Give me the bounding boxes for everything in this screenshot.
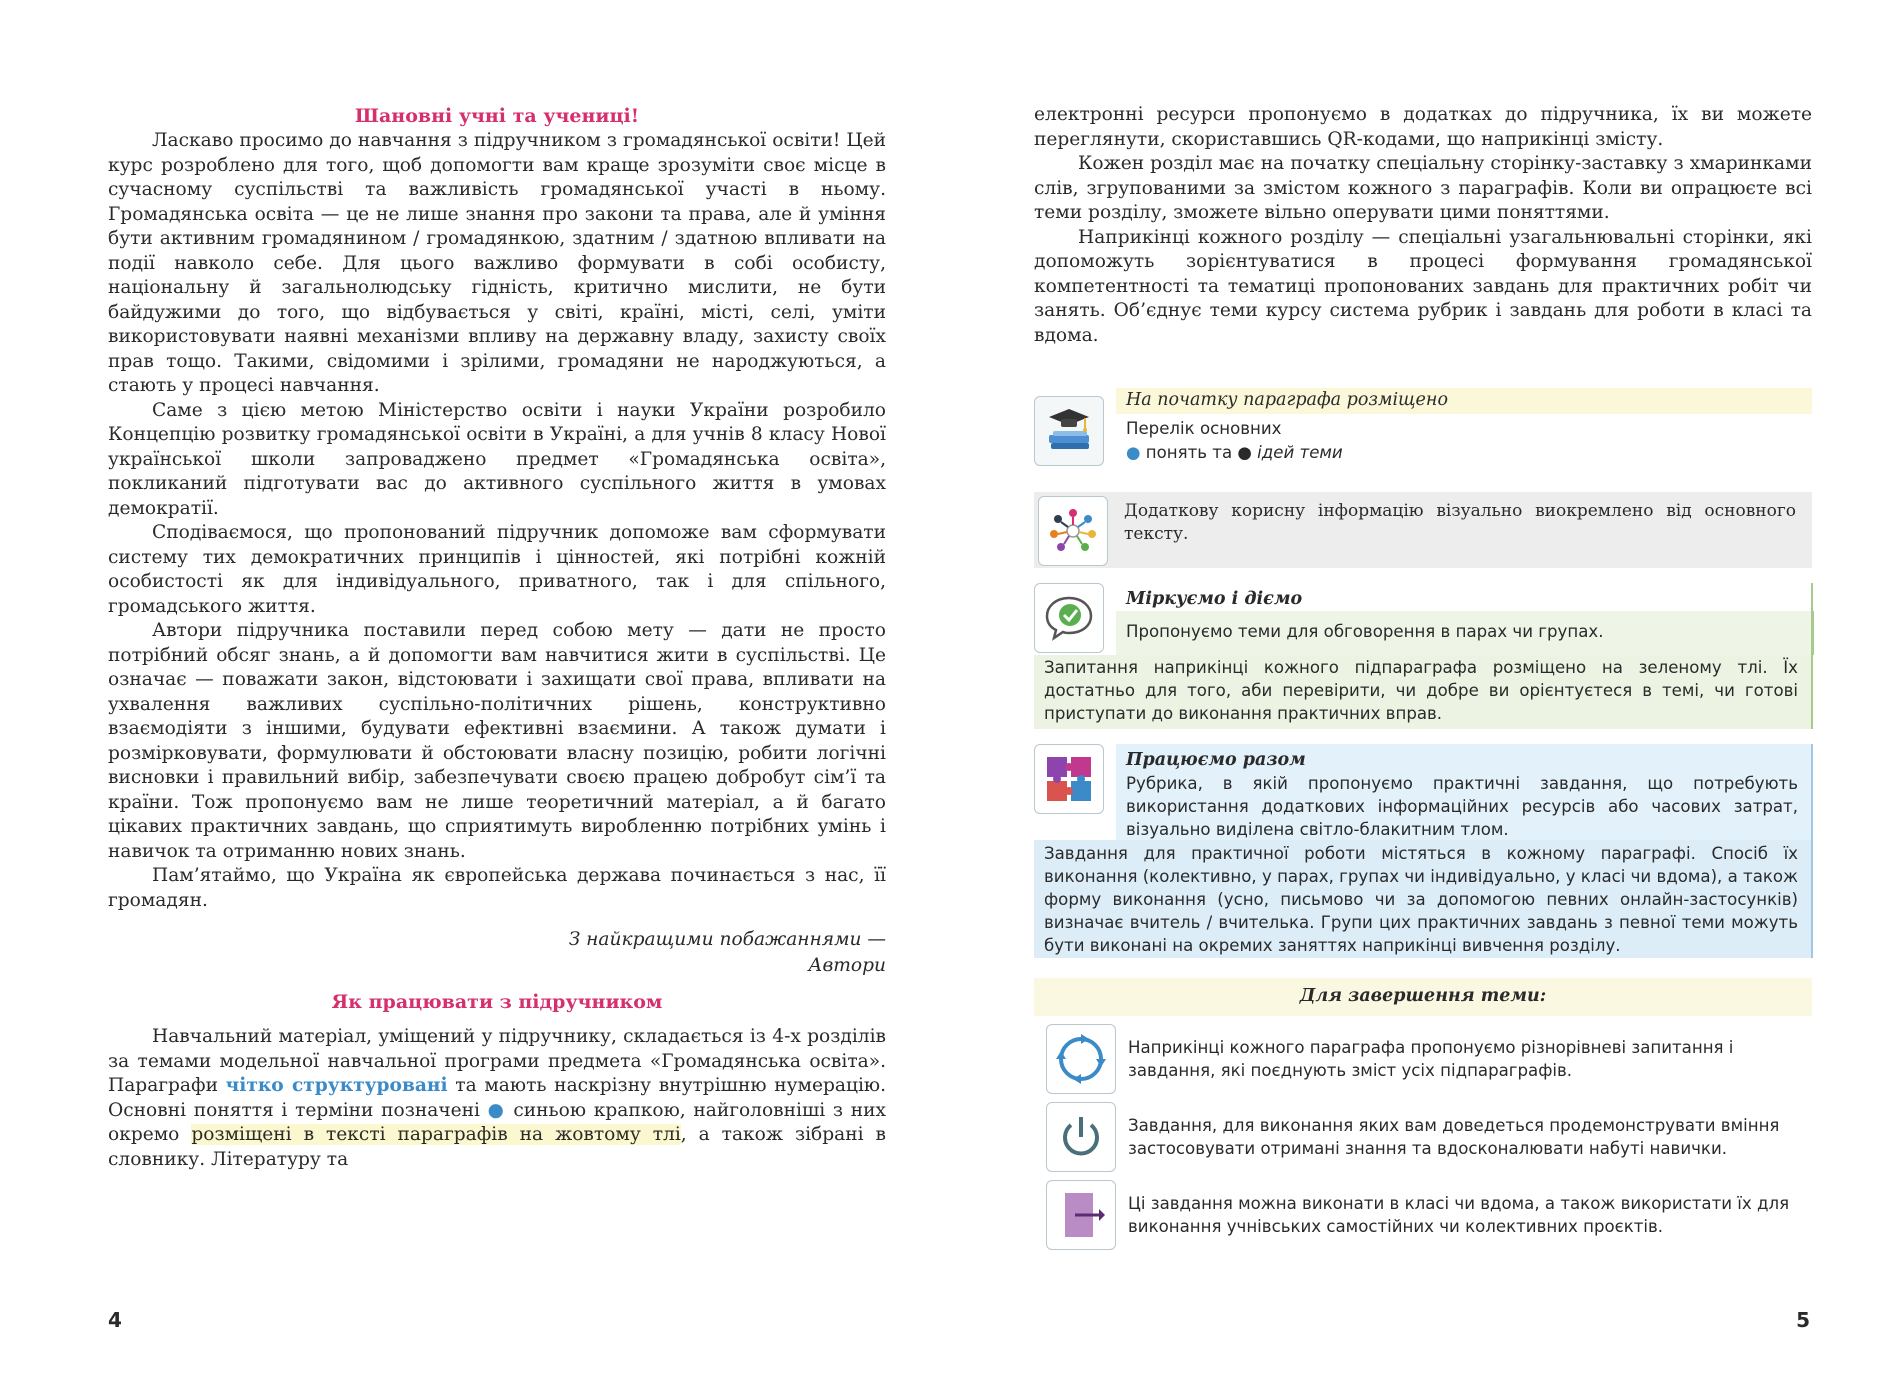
finish-heading: Для завершення теми: xyxy=(1299,986,1547,1006)
box3-border xyxy=(1811,583,1813,729)
howto-text-4: , а також зібрані в словнику. Літературу та xyxy=(108,1124,886,1170)
intro-paragraph: Автори підручника поставили перед собою мету — дати не просто потрібний обсяг знань, а й допомогти вам навчитися жити в суспільстві. Це означає — поважати закон, відстоювати і захищати свої права, впливати на ухвалення важливих суспільно-політичних рішень, конструктивно взаємодіяти з іншими, будувати ефективні взаємини. А також думати і розмірковувати, формулювати й обстоювати власну позицію, робити логічні висновки і правильний вибір, забезпечувати своєю працею добробут сім’ї та країни. Тож пропонуємо вам не лише теоретичний матеріал, а й багато цікавих практичних завдань, що сприятимуть виробленню потрібних умінь і навичок та отриманню нових знань. xyxy=(108,620,886,862)
box1-concepts: понять та xyxy=(1140,443,1238,462)
rubric-additional-info xyxy=(1034,492,1812,568)
howto-text-1: Навчальний матеріал, уміщений у підручнику, складається із 4-х розділів за темами модельної навчальної програми предмета «Громадянська освіта». Параграфи xyxy=(108,1026,886,1096)
finish-item xyxy=(1034,1100,1812,1174)
puzzle-icon xyxy=(1034,744,1104,814)
rubric-paragraph-start xyxy=(1034,388,1812,472)
howto-text-2: та мають наскрізну внутрішню нумерацію. Основні поняття і терміни позначені xyxy=(108,1075,886,1121)
box1-line2 xyxy=(1126,441,1343,464)
greeting-heading: Шановні учні та учениці! xyxy=(354,105,640,127)
resources-paragraph: електронні ресурси пропонуємо в додатках до підручника, їх ви можете переглянути, скориставшись QR-кодами, що наприкінці змісту. xyxy=(1034,104,1812,150)
finish-item-text: Наприкінці кожного параграфа пропонуємо різнорівневі запитання і завдання, які поєднують зміст усіх підпараграфів. xyxy=(1128,1038,1734,1080)
finish-item-text: Завдання, для виконання яких вам доведеться продемонструвати вміння застосовувати отримані знання та вдосконалювати набуті навички. xyxy=(1128,1116,1780,1158)
finish-heading-bar xyxy=(1034,978,1812,1016)
sections-paragraph: Кожен розділ має на початку спеціальну сторінку-заставку з хмаринками слів, згрупованими за змістом кожного з параграфів. Коли ви опрацюєте всі теми розділу, зможете вільно оперувати цими поняттями. xyxy=(1034,153,1812,223)
finish-item xyxy=(1034,1022,1812,1096)
blue-dot-icon: ● xyxy=(1126,443,1141,462)
power-icon xyxy=(1046,1102,1116,1172)
exit-arrow-icon xyxy=(1046,1180,1116,1250)
page-number: 4 xyxy=(108,1308,122,1332)
box1-title: На початку параграфа розміщено xyxy=(1126,390,1448,410)
closing-wishes: З найкращими побажаннями — xyxy=(568,929,886,950)
box3-line: Пропонуємо теми для обговорення в парах чи групах. xyxy=(1126,622,1604,641)
rubric-work-together xyxy=(1034,744,1812,958)
box2-text: Додаткову корисну інформацію візуально виокремлено від основного тексту. xyxy=(1124,501,1796,544)
box1-ideas: ідей теми xyxy=(1251,443,1343,462)
finish-item-text: Ці завдання можна виконати в класі чи вдома, а також використати їх для виконання учнівських самостійних чи колективних проєктів. xyxy=(1128,1194,1790,1236)
intro-paragraph: Пам’ятаймо, що Україна як європейська держава починається з нас, її громадян. xyxy=(108,865,886,911)
intro-paragraph: Сподіваємося, що пропонований підручник допоможе вам сформувати систему тих демократичних принципів і цінностей, які потрібні кожній особистості як для індивідуального, приватного, так і для спільного, громадського життя. xyxy=(108,522,886,617)
box4-intro: Рубрика, в якій пропонуємо практичні завдання, що потребують використання додаткових інформаційних ресурсів або часових затрат, візуально виділена світло-блакитним тлом. xyxy=(1126,774,1798,839)
intro-paragraph: Саме з цією метою Міністерство освіти і науки України розробило Концепцію розвитку громадянської освіти в Україні, а для учнів 8 класу Нової української школи запроваджено предмет «Громадянська освіта», покликаний підготувати вас до активного суспільного життя в умовах демократії. xyxy=(108,399,886,519)
highlight-yellow: розміщені в тексті параграфів на жовтому тлі xyxy=(191,1124,681,1145)
highlight-structured: чітко структуровані xyxy=(225,1075,448,1096)
left-page-content xyxy=(108,103,886,1172)
howto-heading: Як працювати з підручником xyxy=(331,991,663,1013)
box3-title: Міркуємо і діємо xyxy=(1126,589,1303,609)
summary-paragraph: Наприкінці кожного розділу — спеціальні узагальнювальні сторінки, які допоможуть зорієнтуватися в процесі формування громадянської компетентності та тематиці пропонованих завдань для практичних робіт чи занять. Об’єднує теми курсу система рубрик і завдань для роботи в класі та вдома. xyxy=(1034,226,1812,346)
rubric-think-act xyxy=(1034,583,1812,729)
closing-signature xyxy=(108,927,886,979)
book-graduation-icon xyxy=(1034,396,1104,466)
intro-paragraph: Ласкаво просимо до навчання з підручником з громадянської освіти! Цей курс розроблено для того, щоб допомогти вам краще зрозуміти своє місце в сучасному суспільстві та важливість громадянської участі в ньому. Громадянська освіта — це не лише знання про закони та права, але й уміння бути активним громадянином / громадянкою, здатним / здатною впливати на події навколо себе. Для цього важливо формувати в собі особисту, національну й загальнолюдську гідність, критично мислити, не бути байдужими до того, що відбувається у світі, країні, місті, селі, уміти використовувати наявні механізми впливу на державну владу, захисту своїх прав тощо. Такими, свідомими і зрілими, громадяни не народжуються, а стають у процесі навчання. xyxy=(108,130,886,396)
cycle-arrows-icon xyxy=(1046,1024,1116,1094)
box4-text: Завдання для практичної роботи містяться в кожному параграфі. Спосіб їх виконання (колективно, у парах, групах чи індивідуально, у класі чи вдома), а також форму виконання (усно, письмово чи за допомогою певних онлайн-застосунків) визначає вчитель / вчителька. Групи цих практичних завдань з певної теми можуть бути виконані на окремих заняттях наприкінці вивчення розділу. xyxy=(1044,844,1798,955)
box4-title: Працюємо разом xyxy=(1126,750,1306,770)
finish-item xyxy=(1034,1178,1812,1252)
right-page-content xyxy=(1034,103,1812,348)
people-circle-icon xyxy=(1038,496,1108,566)
box1-line1: Перелік основних xyxy=(1126,419,1282,438)
chat-check-icon xyxy=(1034,583,1104,653)
box4-border xyxy=(1811,744,1813,958)
box3-text: Запитання наприкінці кожного підпараграфа розміщено на зеленому тлі. Їх достатньо для того, аби перевірити, чи добре ви орієнтуєтеся в темі, чи готові приступати до виконання практичних вправ. xyxy=(1044,658,1798,723)
howto-text-3: синьою крапкою, найголовніші з них окремо xyxy=(108,1099,886,1145)
bullet-icon: ● xyxy=(1237,443,1252,462)
closing-authors: Автори xyxy=(808,955,886,976)
howto-paragraph xyxy=(108,1025,886,1172)
page-number: 5 xyxy=(1796,1308,1810,1332)
blue-dot-icon: ● xyxy=(487,1099,506,1121)
right-page xyxy=(952,0,1904,1400)
